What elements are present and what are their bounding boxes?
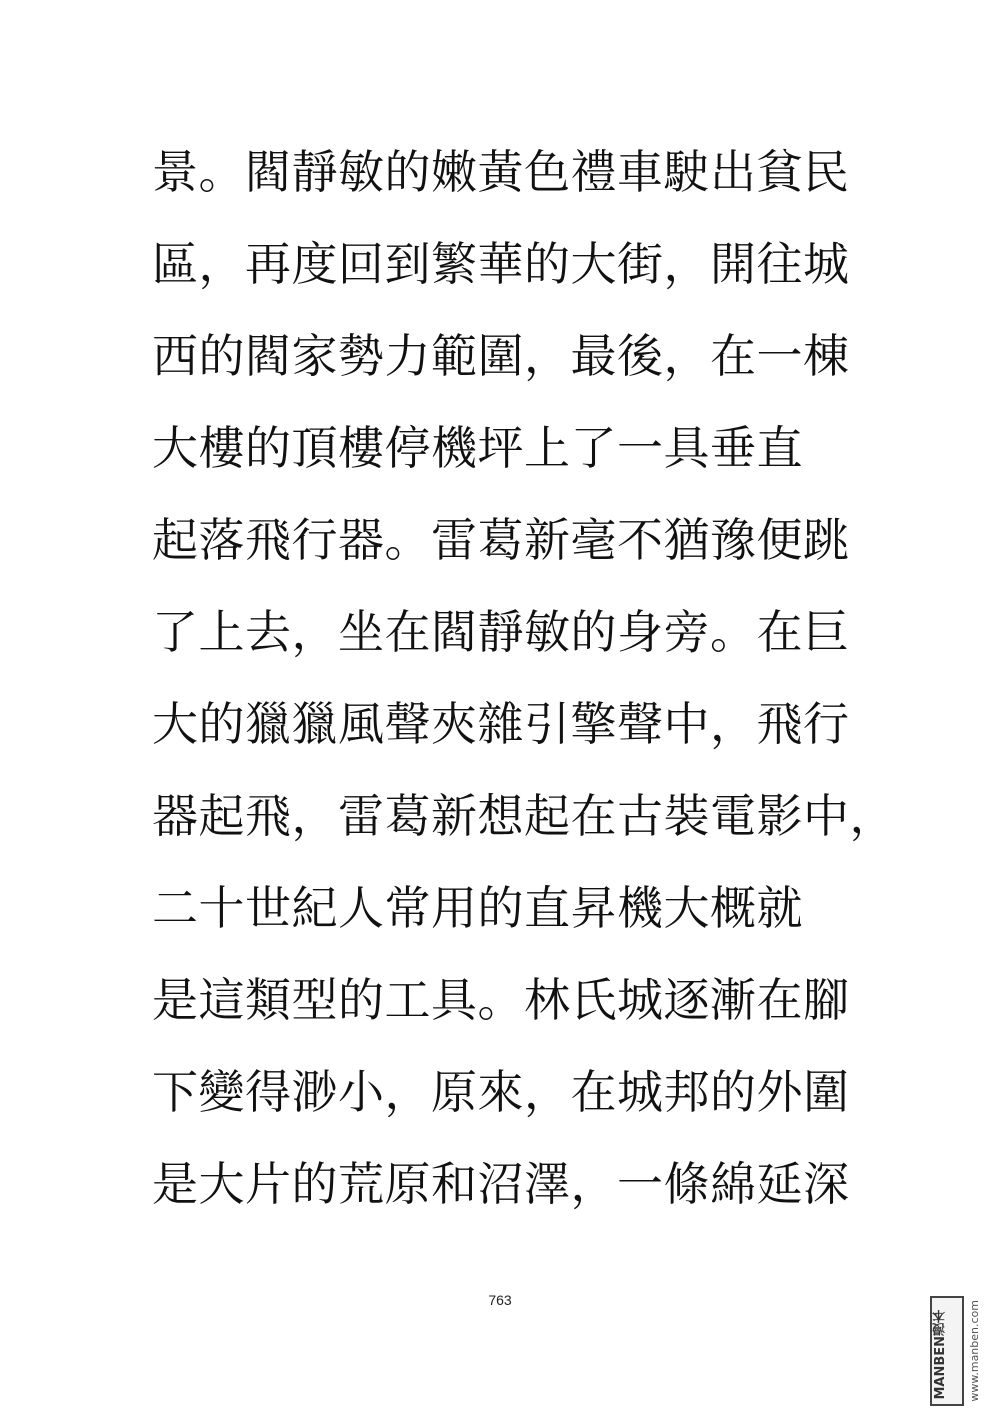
text-line: 二十世紀人常用的直昇機大概就 — [152, 881, 803, 935]
text-line: 器起飛，雷葛新想起在古裝電影中， — [152, 789, 896, 843]
text-line: 下變得渺小，原來，在城邦的外圍 — [152, 1065, 850, 1119]
watermark-logo-text: MANBEN漫本 — [933, 1310, 948, 1400]
body-text — [152, 142, 912, 1246]
text-line: 景。閻靜敏的嫩黃色禮車駛出貧民 — [152, 145, 850, 199]
watermark-url: www.manben.com — [968, 1300, 981, 1402]
text-line: 西的閻家勢力範圍，最後，在一棟 — [152, 329, 850, 383]
text-line: 大的獵獵風聲夾雜引擎聲中，飛行 — [152, 697, 850, 751]
text-line: 大樓的頂樓停機坪上了一具垂直 — [152, 421, 803, 475]
watermark-logo-box — [930, 1296, 964, 1406]
page-number: 763 — [488, 1292, 512, 1308]
text-line: 了上去，坐在閻靜敏的身旁。在巨 — [152, 605, 850, 659]
text-line: 區，再度回到繁華的大街，開往城 — [152, 237, 850, 291]
text-line: 是大片的荒原和沼澤，一條綿延深 — [152, 1157, 850, 1211]
watermark-logo — [930, 1258, 992, 1406]
text-line: 是這類型的工具。林氏城逐漸在腳 — [152, 973, 850, 1027]
text-line: 起落飛行器。雷葛新毫不猶豫便跳 — [152, 513, 850, 567]
